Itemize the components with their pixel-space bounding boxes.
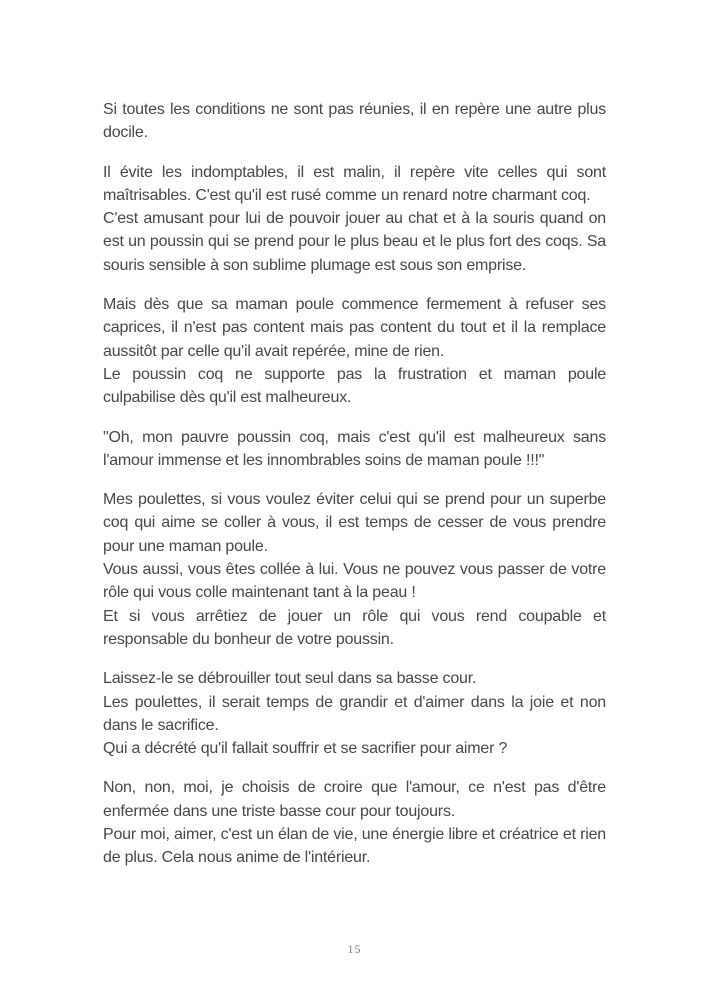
paragraph-group [103, 667, 606, 760]
paragraph: Mes poulettes, si vous voulez éviter celui qui se prend pour un superbe coq qui aime se coller à vous, il est temps de cesser de vous prendre pour une maman poule. [103, 491, 606, 555]
paragraph: "Oh, mon pauvre poussin coq, mais c'est qu'il est malheureux sans l'amour immense et les innombrables soins de maman poule !!!" [103, 428, 606, 469]
paragraph: Laissez-le se débrouiller tout seul dans sa basse cour. [103, 670, 477, 688]
page-footer [0, 940, 709, 958]
paragraph-group [103, 161, 606, 277]
page-number: 15 [347, 942, 362, 956]
paragraph-group [103, 776, 606, 869]
paragraph: Et si vous arrêtiez de jouer un rôle qui vous rend coupable et responsable du bonheur de votre poussin. [103, 607, 606, 648]
paragraph-group [103, 488, 606, 651]
paragraph: Il évite les indomptables, il est malin, il repère vite celles qui sont maîtrisables. C'est qu'il est rusé comme un renard notre charmant coq. [103, 163, 606, 204]
paragraph: C'est amusant pour lui de pouvoir jouer au chat et à la souris quand on est un poussin qui se prend pour le plus beau et le plus fort des coqs. Sa souris sensible à son sublime plumage est sous son emprise. [103, 210, 606, 274]
paragraph: Vous aussi, vous êtes collée à lui. Vous ne pouvez vous passer de votre rôle qui vous colle maintenant tant à la peau ! [103, 561, 606, 602]
paragraph: Non, non, moi, je choisis de croire que l'amour, ce n'est pas d'être enfermée dans une triste basse cour pour toujours. [103, 779, 606, 820]
paragraph: Mais dès que sa maman poule commence fermement à refuser ses caprices, il n'est pas content mais pas content du tout et il la remplace aussitôt par celle qu'il avait repérée, mine de rien. [103, 296, 606, 360]
paragraph-group [103, 98, 606, 145]
paragraph: Le poussin coq ne supporte pas la frustration et maman poule culpabilise dès qu'il est malheureux. [103, 365, 606, 407]
paragraph: Pour moi, aimer, c'est un élan de vie, une énergie libre et créatrice et rien de plus. Cela nous anime de l'intérieur. [103, 826, 606, 867]
paragraph-group [103, 293, 606, 409]
paragraph: Si toutes les conditions ne sont pas réunies, il en repère une autre plus docile. [103, 101, 606, 142]
paragraph: Les poulettes, il serait temps de grandir et d'aimer dans la joie et non dans le sacrifice. [103, 693, 606, 734]
paragraph: Qui a décrété qu'il fallait souffrir et se sacrifier pour aimer ? [103, 740, 508, 758]
paragraph-group [103, 426, 606, 473]
text-block [103, 98, 606, 870]
